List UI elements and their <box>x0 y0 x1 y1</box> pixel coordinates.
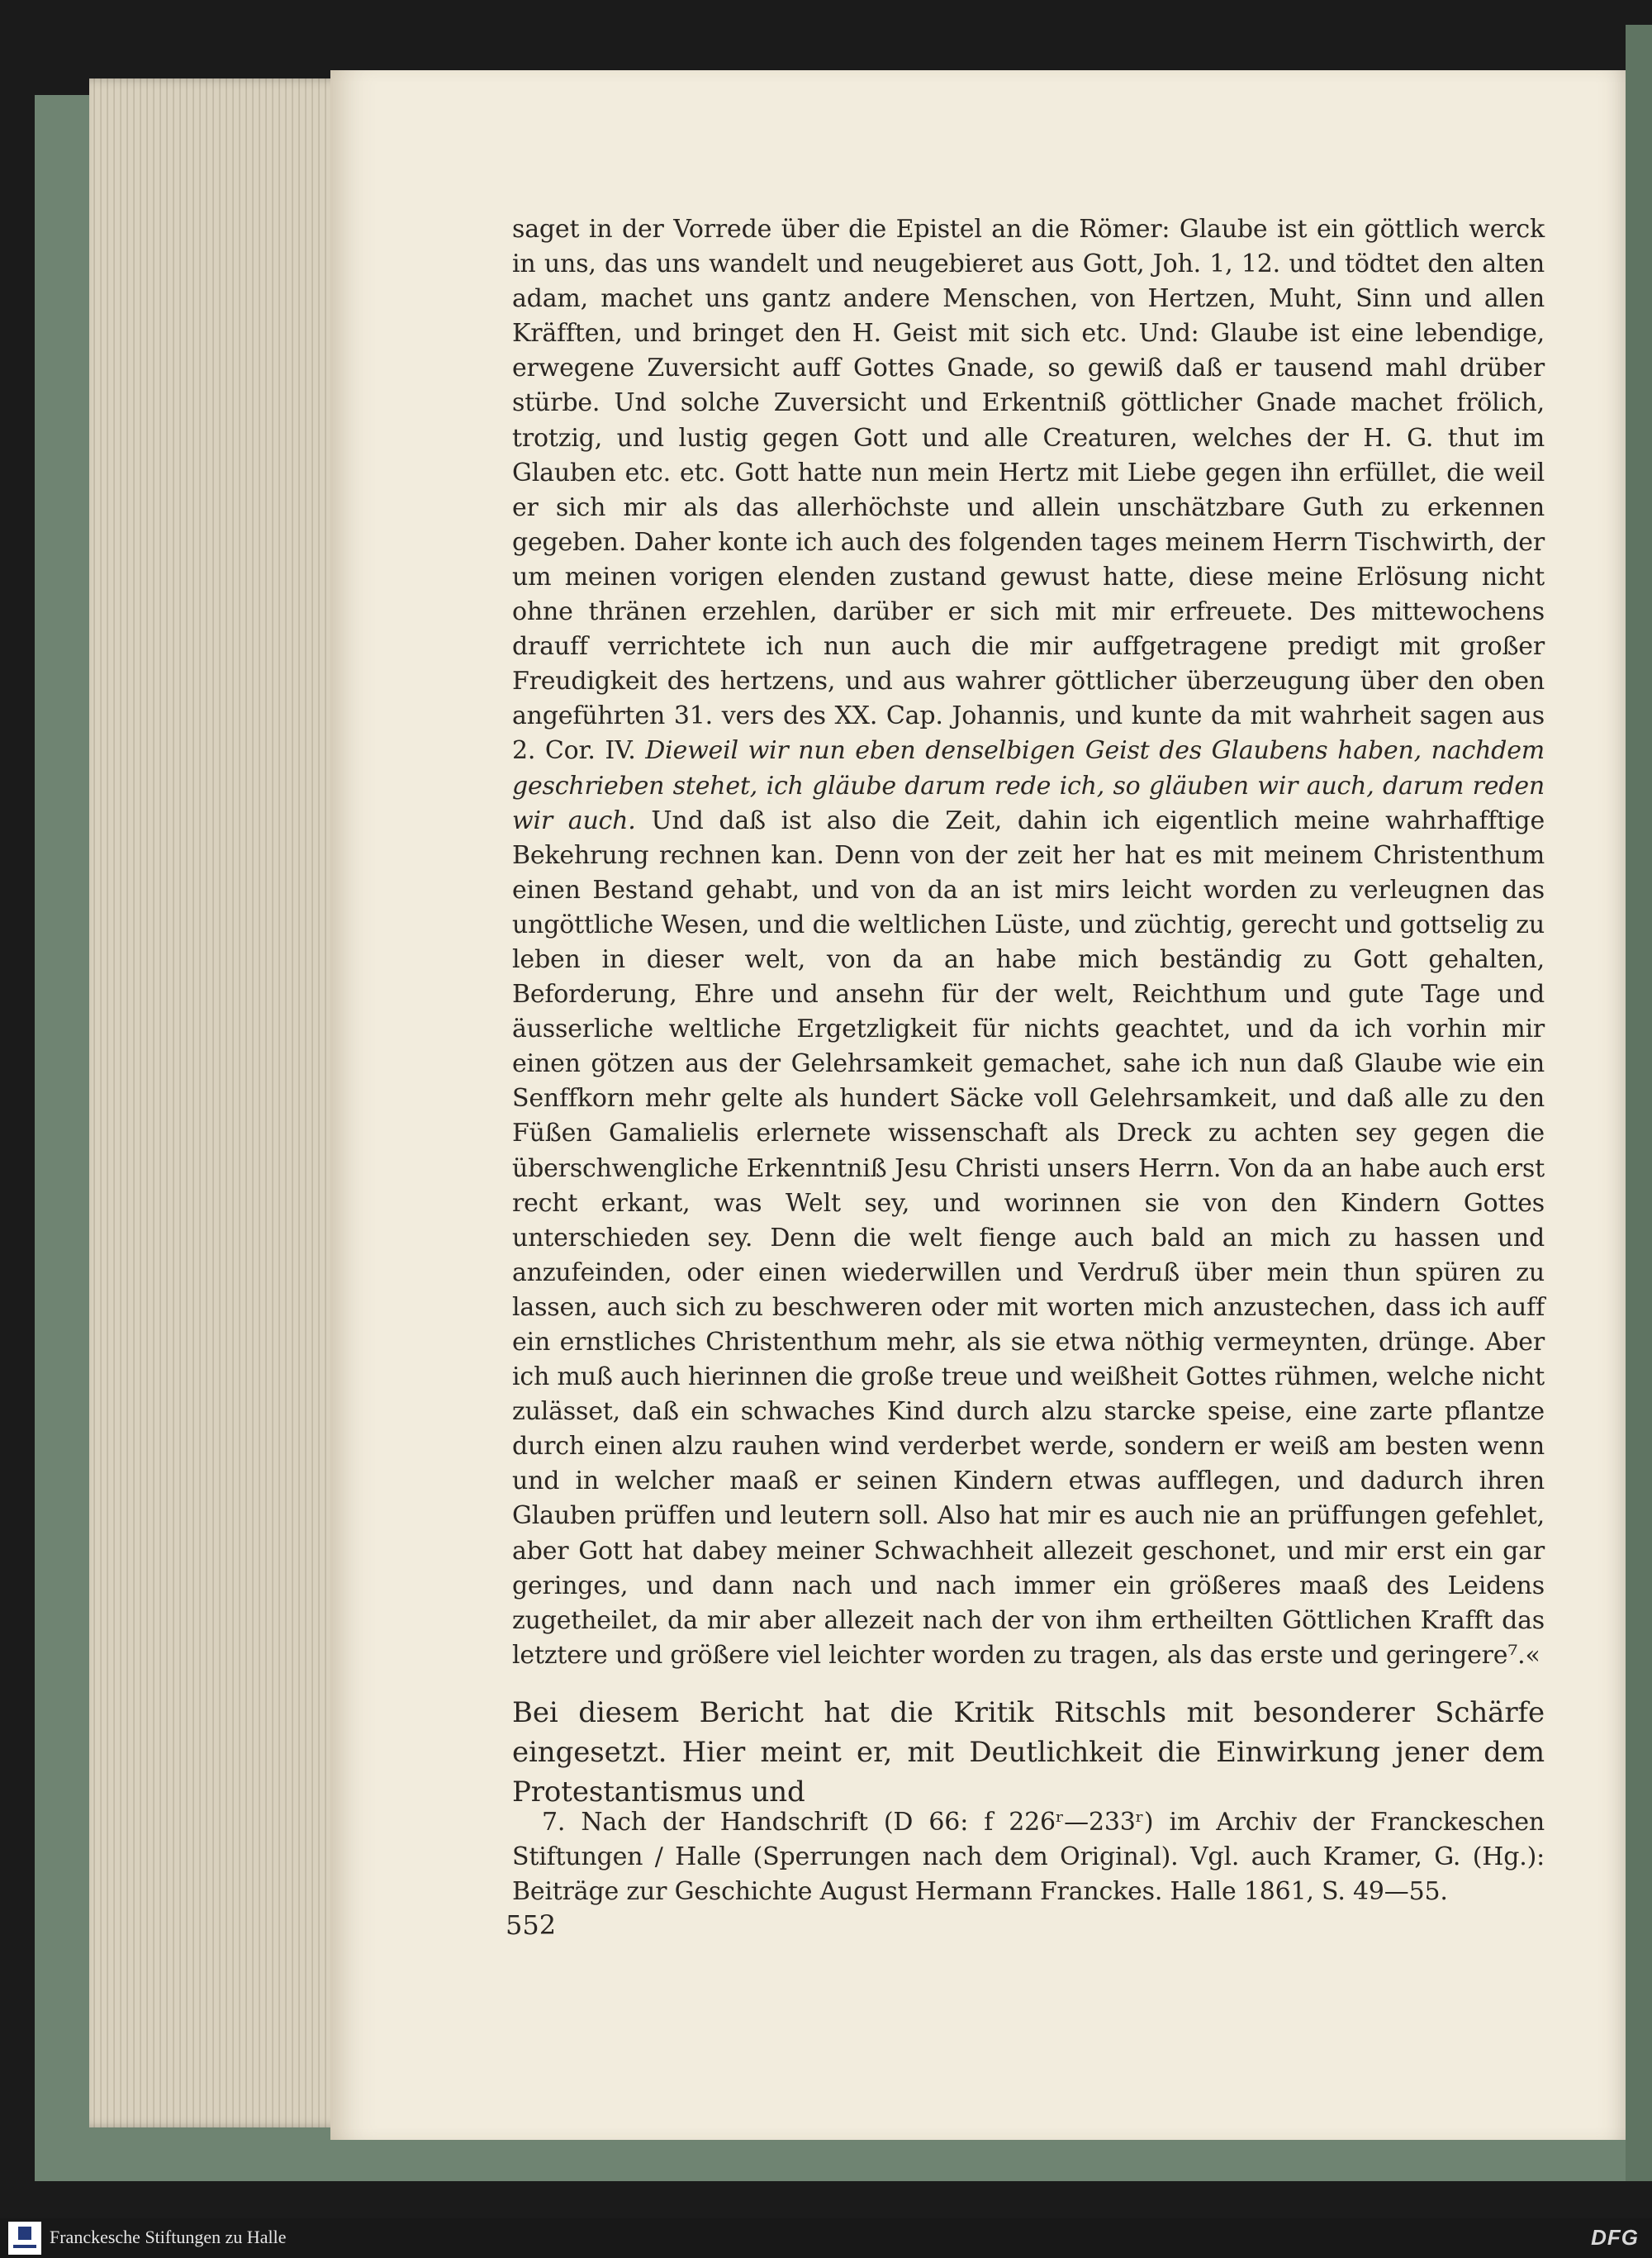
quote-text-part-1: saget in der Vorrede über die Epistel an die Römer: Glaube ist ein göttlich werck in uns, das uns wandelt und neugebieret aus Gott, Joh. 1, 12. und tödtet den alten adam, machet uns gantz andere Menschen, von Hertzen, Muht, Sinn und allen Kräfften, und bringet den H. Geist mit sich etc. Und: Glaube ist eine lebendige, erwegene Zuversicht auff Gottes Gnade, so gewiß daß er tausend mahl drüber stürbe. Und solche Zuversicht und Erkentniß göttlicher Gnade machet frölich, trotzig, und lustig gegen Gott und alle Creaturen, welches der H. G. thut im Glauben etc. etc. Gott hatte nun mein Hertz mit Liebe gegen ihn erfüllet, die weil er sich mir als das allerhöchste und allein unschätzbare Guth zu erkennen gegeben. Daher konte ich auch des folgenden tages meinem Herrn Tischwirth, der um meinen vorigen elenden zustand gewust hatte, diese meine Erlösung nicht ohne thränen erzehlen, darüber er sich mit mir erfreuete. Des mittewochens drauff verrichtete ich nun auch die mir auffgetragene predigt mit großer Freudigkeit des hertzens, und aus wahrer göttlicher überzeugung über den oben angeführten 31. vers des XX. Cap. Johannis, und kunte da mit wahrheit sagen aus 2. Cor. IV. <box>512 215 1545 766</box>
footer-brand[interactable]: DFG <box>1591 2225 1639 2250</box>
quote-italic-scripture: Dieweil wir nun eben denselbigen Geist des Glaubens haben, nachdem geschrieben stehet, ich gläube darum rede ich, so gläuben wir auch, darum reden wir auch. <box>512 736 1545 835</box>
quote-text-part-2: Und daß ist also die Zeit, dahin ich eigentlich meine wahrhafftige Bekehrung rechnen kan. Denn von der zeit her hat es mit meinem Christenthum einen Bestand gehabt, und von da an ist mirs leicht worden zu verleugnen das ungöttliche Wesen, und die weltlichen Lüste, und züchtig, gerecht und gottselig zu leben in dieser welt, von da an habe mich beständig zu Gott gehalten, Beforderung, Ehre und ansehn für der welt, Reichthum und gute Tage und äusserliche weltliche Ergetzligkeit für nichts geachtet, und da ich vorhin mir einen götzen aus der Gelehrsamkeit gemachet, sahe ich nun daß Glaube wie ein Senffkorn mehr gelte als hundert Säcke voll Gelehrsamkeit, und daß alle zu den Füßen Gamalielis erlernete wissenschaft als Dreck zu achten sey gegen die überschwengliche Erkenntniß Jesu Christi unsers Herrn. Von da an habe auch erst recht erkant, was Welt sey, und worinnen sie von den Kindern Gottes unterschieden sey. Denn die welt fienge auch bald an mich zu hassen und anzufeinden, oder einen wiederwillen und Verdruß über mein thun spüren zu lassen, auch sich zu beschweren oder mit worten mich anzustechen, dass ich auff ein ernstliches Christenthum mehr, als sie etwa nöthig vermeynten, drünge. Aber ich muß auch hierinnen die große treue und weißheit Gottes rühmen, welche nicht zulässet, daß ein schwaches Kind durch alzu starcke speise, eine zarte pflantze durch einen alzu rauhen wind verderbet werde, sondern er weiß am besten wenn und in welcher maaß er seinen Kindern etwas aufflegen, und dadurch ihren Glauben prüffen und leutern soll. Also hat mir es auch nie an prüffungen gefehlet, aber Gott hat dabey meiner Schwachheit allezeit geschonet, und mir erst ein gar geringes, und dann nach und nach immer ein größeres maaß des Leidens zugetheilet, da mir aber allezeit nach der von ihm ertheilten Göttlichen Krafft das letztere und größere viel leichter worden zu tragen, als das erste und geringere⁷.« <box>512 806 1545 1670</box>
body-paragraph: Bei diesem Bericht hat die Kritik Ritschls mit besonderer Schärfe eingesetzt. Hier meint er, mit Deutlichkeit die Einwirkung jener dem Protestantismus und <box>512 1695 1545 1809</box>
institution-logo-icon[interactable] <box>8 2222 41 2255</box>
page-stack-edges <box>89 78 345 2127</box>
page-number: 552 <box>506 1909 557 1941</box>
page-text <box>512 212 1545 1812</box>
book-cover-edge <box>1626 25 1652 2181</box>
book-page <box>330 70 1626 2140</box>
logo-mark <box>18 2227 31 2240</box>
logo-bar <box>13 2245 36 2248</box>
quote-paragraph <box>512 212 1545 1673</box>
viewer-footer <box>0 2218 1652 2258</box>
footnote: 7. Nach der Handschrift (D 66: f 226ʳ—233ʳ) im Archiv der Franckeschen Stiftungen / Halle (Sperrungen nach dem Original). Vgl. auch Kramer, G. (Hg.): Beiträge zur Geschichte August Hermann Franckes. Halle 1861, S. 49—55. <box>512 1808 1545 1906</box>
footer-institution-name[interactable]: Franckesche Stiftungen zu Halle <box>50 2227 287 2247</box>
